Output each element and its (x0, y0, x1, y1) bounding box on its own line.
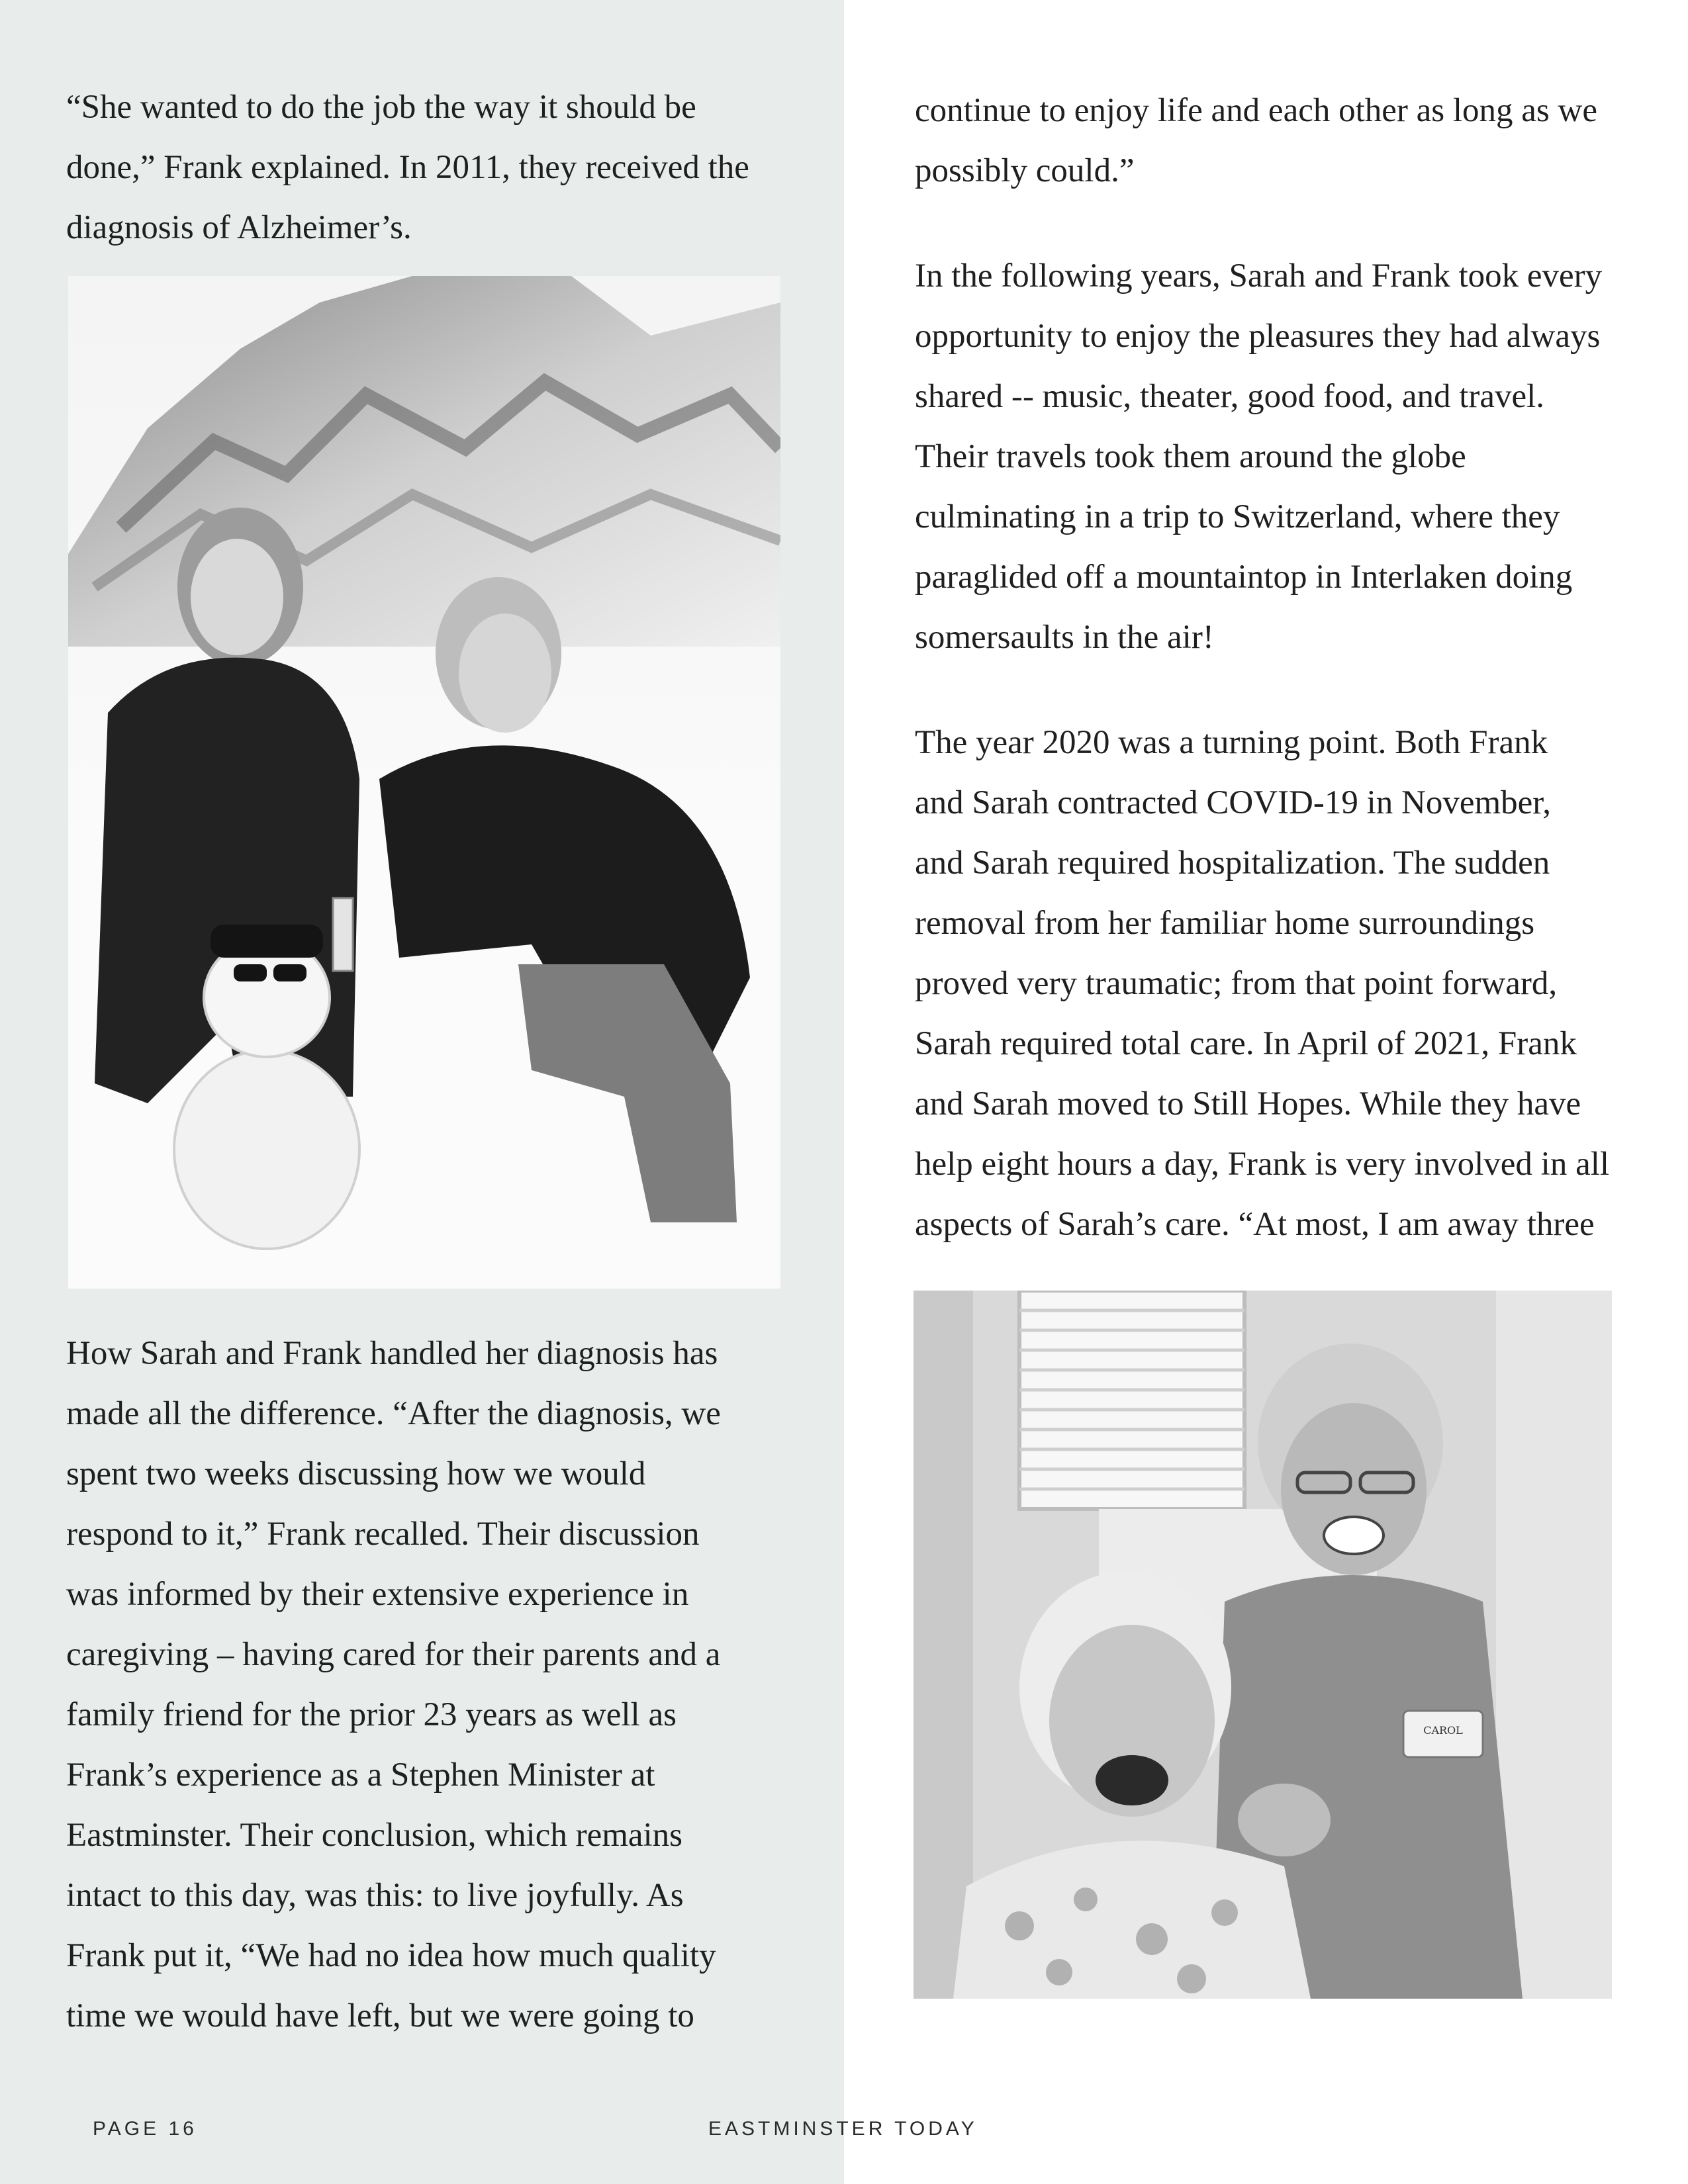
continuation-paragraph (915, 81, 1597, 201)
name-badge-text: CAROL (1423, 1724, 1463, 1737)
intro-paragraph (66, 77, 749, 258)
diagnosis-response-paragraph (66, 1324, 721, 2046)
text-line: and Sarah moved to Still Hopes. While they have (915, 1085, 1581, 1122)
text-line: caregiving – having cared for their parents and a (66, 1636, 721, 1673)
text-line: In the following years, Sarah and Frank took every (915, 257, 1603, 295)
text-line: Sarah required total care. In April of 2021, Frank (915, 1025, 1577, 1062)
text-line: spent two weeks discussing how we would (66, 1455, 646, 1492)
text-line: made all the difference. “After the diagnosis, we (66, 1395, 721, 1432)
text-line: diagnosis of Alzheimer’s. (66, 209, 412, 246)
text-line: culminating in a trip to Switzerland, where they (915, 498, 1560, 535)
text-line: proved very traumatic; from that point forward, (915, 965, 1558, 1002)
text-line: paraglided off a mountaintop in Interlaken doing (915, 559, 1573, 596)
text-line: respond to it,” Frank recalled. Their discussion (66, 1516, 700, 1553)
turning-point-paragraph (915, 713, 1609, 1255)
text-line: Frank put it, “We had no idea how much quality (66, 1937, 716, 1974)
caregiver-photo (914, 1291, 1612, 1999)
text-line: How Sarah and Frank handled her diagnosis has (66, 1335, 718, 1372)
text-line: somersaults in the air! (915, 619, 1214, 656)
text-line: time we would have left, but we were going to (66, 1997, 694, 2034)
text-line: and Sarah contracted COVID-19 in November, (915, 784, 1551, 821)
text-line: aspects of Sarah’s care. “At most, I am away three (915, 1206, 1595, 1243)
text-line: was informed by their extensive experience in (66, 1576, 689, 1613)
snowman-mountain-photo (68, 276, 780, 1289)
travel-paragraph (915, 246, 1602, 668)
text-line: family friend for the prior 23 years as well as (66, 1696, 677, 1733)
text-line: shared -- music, theater, good food, and travel. (915, 378, 1545, 415)
text-line: done,” Frank explained. In 2011, they received the (66, 149, 749, 186)
text-line: possibly could.” (915, 152, 1135, 189)
text-line: Frank’s experience as a Stephen Minister at (66, 1756, 655, 1794)
text-line: Eastminster. Their conclusion, which remains (66, 1817, 683, 1854)
text-line: opportunity to enjoy the pleasures they had always (915, 318, 1601, 355)
text-line: The year 2020 was a turning point. Both Frank (915, 724, 1548, 761)
text-line: continue to enjoy life and each other as long as we (915, 92, 1597, 129)
publication-name: EASTMINSTER TODAY (708, 2118, 978, 2140)
page-number: PAGE 16 (93, 2118, 197, 2140)
text-line: intact to this day, was this: to live joyfully. As (66, 1877, 684, 1914)
text-line: and Sarah required hospitalization. The sudden (915, 844, 1550, 882)
text-line: Their travels took them around the globe (915, 438, 1466, 475)
text-line: removal from her familiar home surroundings (915, 905, 1535, 942)
text-line: “She wanted to do the job the way it should be (66, 89, 696, 126)
text-line: help eight hours a day, Frank is very involved in all (915, 1146, 1610, 1183)
